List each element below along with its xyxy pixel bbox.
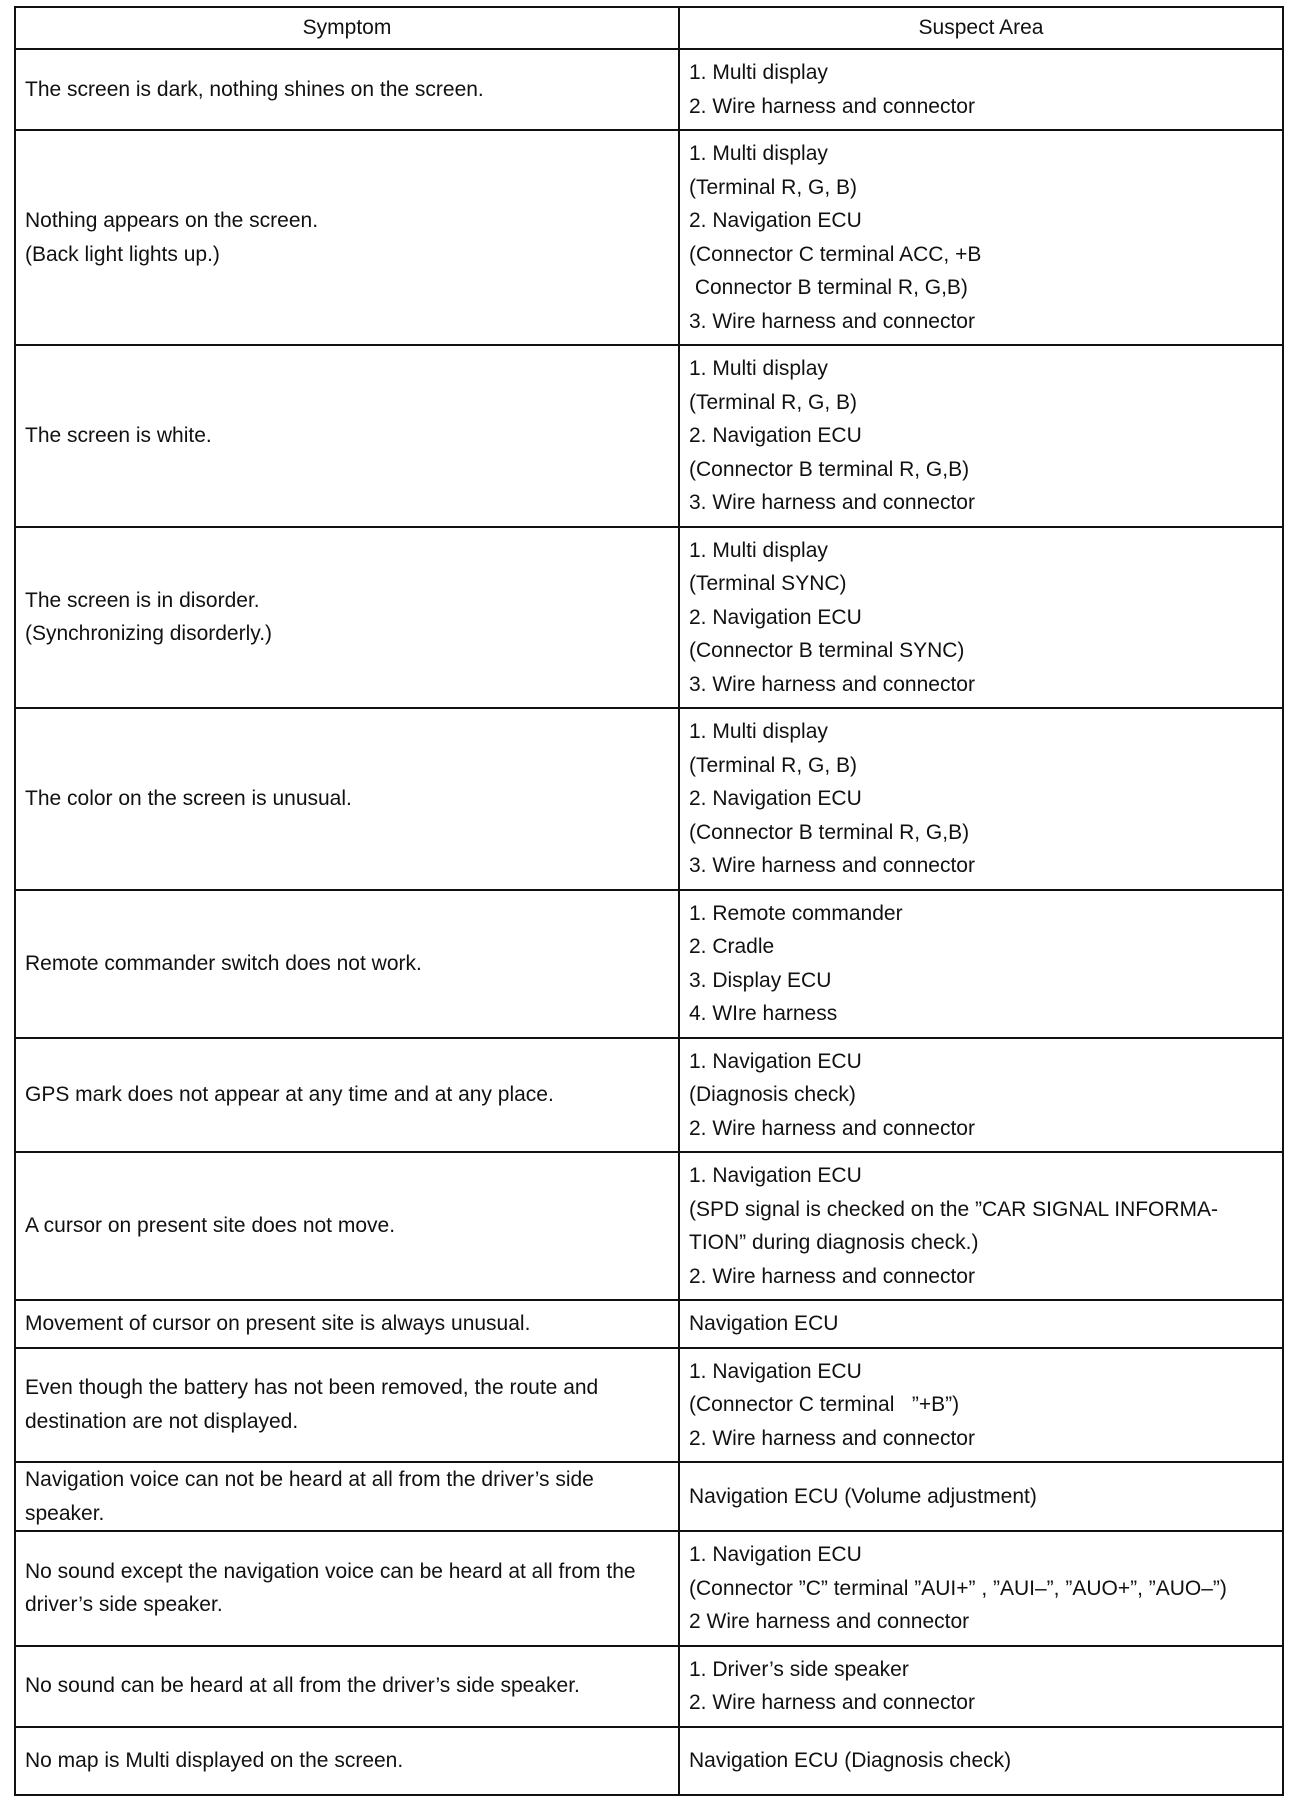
suspect-area-text: 4. WIre harness [689, 1002, 838, 1025]
symptom-text: Even though the battery has not been removed, the route and [25, 1376, 599, 1400]
suspect-area-text: (SPD signal is checked on the ”CAR SIGNAL INFORMA- [689, 1197, 1219, 1221]
suspect-area-text: 1. Multi display [689, 61, 828, 84]
suspect-area-text: 1. Navigation ECU [689, 1049, 862, 1073]
symptom-text: No map is Multi displayed on the screen. [25, 1748, 404, 1772]
suspect-area-text: 2. Wire harness and connector [689, 1691, 975, 1714]
symptom-text: The screen is white. [25, 424, 212, 447]
suspect-area-text: 2. Wire harness and connector [689, 1264, 975, 1288]
troubleshooting-table [14, 6, 1284, 1796]
suspect-area-cell [679, 1646, 1283, 1727]
symptom-text: (Synchronizing disorderly.) [25, 622, 273, 646]
suspect-area-text: 1. Driver’s side speaker [689, 1657, 909, 1681]
suspect-area-text: (Connector B terminal R, G,B) [689, 457, 970, 481]
symptom-text: No sound can be heard at all from the driver’s side speaker. [25, 1674, 580, 1698]
table-body [15, 49, 1283, 1795]
suspect-area-text: 2. Navigation ECU [689, 787, 862, 810]
suspect-area-text: Navigation ECU [689, 1312, 839, 1335]
suspect-area-cell [679, 49, 1283, 130]
header-row [15, 7, 1283, 49]
table-row [15, 130, 1283, 345]
column-header-suspect-area: Suspect Area [679, 7, 1283, 49]
symptom-cell [15, 527, 679, 709]
table-row [15, 1727, 1283, 1795]
symptom-text: destination are not displayed. [25, 1409, 299, 1433]
symptom-text: Remote commander switch does not work. [25, 951, 422, 975]
table-row [15, 345, 1283, 527]
suspect-area-cell [679, 1727, 1283, 1795]
suspect-area-text: 1. Multi display [689, 538, 828, 562]
suspect-area-cell [679, 1038, 1283, 1153]
symptom-text: No sound except the navigation voice can be heard at all from the [25, 1559, 636, 1583]
table-row [15, 1531, 1283, 1646]
symptom-text: Movement of cursor on present site is always unusual. [25, 1312, 531, 1335]
symptom-text: GPS mark does not appear at any time and at any place. [25, 1083, 554, 1106]
suspect-area-text: 2. Navigation ECU [689, 424, 862, 447]
suspect-area-cell [679, 345, 1283, 527]
symptom-text: driver’s side speaker. [25, 1593, 223, 1617]
suspect-area-text: (Connector B terminal SYNC) [689, 639, 965, 662]
suspect-area-text: Connector B terminal R, G,B) [689, 276, 968, 299]
troubleshooting-table-container [14, 6, 1282, 1796]
table-row [15, 527, 1283, 709]
symptom-cell [15, 890, 679, 1038]
suspect-area-text: 3. Wire harness and connector [689, 854, 975, 877]
symptom-cell [15, 345, 679, 527]
table-row [15, 890, 1283, 1038]
table-row [15, 49, 1283, 130]
suspect-area-text: 1. Navigation ECU [689, 1164, 862, 1187]
suspect-area-cell [679, 1300, 1283, 1348]
suspect-area-cell [679, 890, 1283, 1038]
symptom-text: The screen is dark, nothing shines on the screen. [25, 77, 484, 101]
suspect-area-cell [679, 1531, 1283, 1646]
symptom-cell [15, 708, 679, 890]
symptom-cell [15, 1300, 679, 1348]
symptom-cell [15, 1727, 679, 1795]
suspect-area-text: 2. Cradle [689, 935, 775, 958]
symptom-cell [15, 49, 679, 130]
symptom-text: Nothing appears on the screen. [25, 209, 319, 232]
suspect-area-text: (Connector C terminal ACC, +B [689, 242, 982, 266]
suspect-area-cell [679, 1462, 1283, 1531]
suspect-area-text: Navigation ECU (Volume adjustment) [689, 1484, 1037, 1508]
table-row [15, 1462, 1283, 1531]
column-header-symptom: Symptom [15, 7, 679, 49]
table-row [15, 1038, 1283, 1153]
suspect-area-cell [679, 130, 1283, 345]
suspect-area-cell [679, 1348, 1283, 1463]
symptom-text: The screen is in disorder. [25, 588, 260, 612]
suspect-area-text: (Terminal R, G, B) [689, 175, 858, 199]
symptom-cell [15, 130, 679, 345]
table-row [15, 1300, 1283, 1348]
suspect-area-text: 1. Multi display [689, 142, 828, 165]
symptom-cell [15, 1348, 679, 1463]
symptom-text: Navigation voice can not be heard at all from the driver’s side [25, 1468, 594, 1491]
suspect-area-text: TION” during diagnosis check.) [689, 1231, 979, 1254]
suspect-area-text: 1. Remote commander [689, 901, 903, 925]
suspect-area-text: 2. Wire harness and connector [689, 94, 975, 118]
suspect-area-text: (Connector ”C” terminal ”AUI+” , ”AUI–”, ”AUO+”, ”AUO–”) [689, 1576, 1227, 1600]
symptom-cell [15, 1531, 679, 1646]
suspect-area-text: 2. Wire harness and connector [689, 1426, 975, 1450]
suspect-area-text: 3. Wire harness and connector [689, 309, 975, 333]
suspect-area-text: (Terminal R, G, B) [689, 390, 858, 414]
table-row [15, 1348, 1283, 1463]
suspect-area-text: 1. Multi display [689, 357, 828, 380]
suspect-area-text: (Connector B terminal R, G,B) [689, 820, 970, 844]
suspect-area-text: (Diagnosis check) [689, 1083, 856, 1106]
symptom-cell [15, 1646, 679, 1727]
suspect-area-text: 1. Navigation ECU [689, 1543, 862, 1566]
suspect-area-text: 2. Navigation ECU [689, 209, 862, 232]
suspect-area-text: (Terminal SYNC) [689, 572, 847, 595]
suspect-area-text: 2 Wire harness and connector [689, 1610, 970, 1633]
table-row [15, 1646, 1283, 1727]
table-row [15, 1152, 1283, 1300]
symptom-text: (Back light lights up.) [25, 242, 220, 266]
suspect-area-text: 3. Wire harness and connector [689, 491, 975, 514]
suspect-area-text: 3. Wire harness and connector [689, 672, 975, 696]
symptom-text: speaker. [25, 1501, 105, 1525]
suspect-area-text: Navigation ECU (Diagnosis check) [689, 1748, 1012, 1772]
suspect-area-text: (Terminal R, G, B) [689, 753, 858, 777]
suspect-area-text: (Connector C terminal ”+B”) [689, 1393, 960, 1416]
symptom-cell [15, 1152, 679, 1300]
symptom-cell [15, 1038, 679, 1153]
symptom-text: A cursor on present site does not move. [25, 1214, 396, 1238]
suspect-area-cell [679, 1152, 1283, 1300]
suspect-area-text: 3. Display ECU [689, 968, 832, 992]
table-row [15, 708, 1283, 890]
suspect-area-text: 2. Navigation ECU [689, 605, 862, 629]
suspect-area-cell [679, 527, 1283, 709]
suspect-area-cell [679, 708, 1283, 890]
suspect-area-text: 1. Multi display [689, 720, 828, 743]
symptom-text: The color on the screen is unusual. [25, 787, 352, 810]
symptom-cell [15, 1462, 679, 1531]
suspect-area-text: 2. Wire harness and connector [689, 1116, 975, 1140]
suspect-area-text: 1. Navigation ECU [689, 1359, 862, 1383]
